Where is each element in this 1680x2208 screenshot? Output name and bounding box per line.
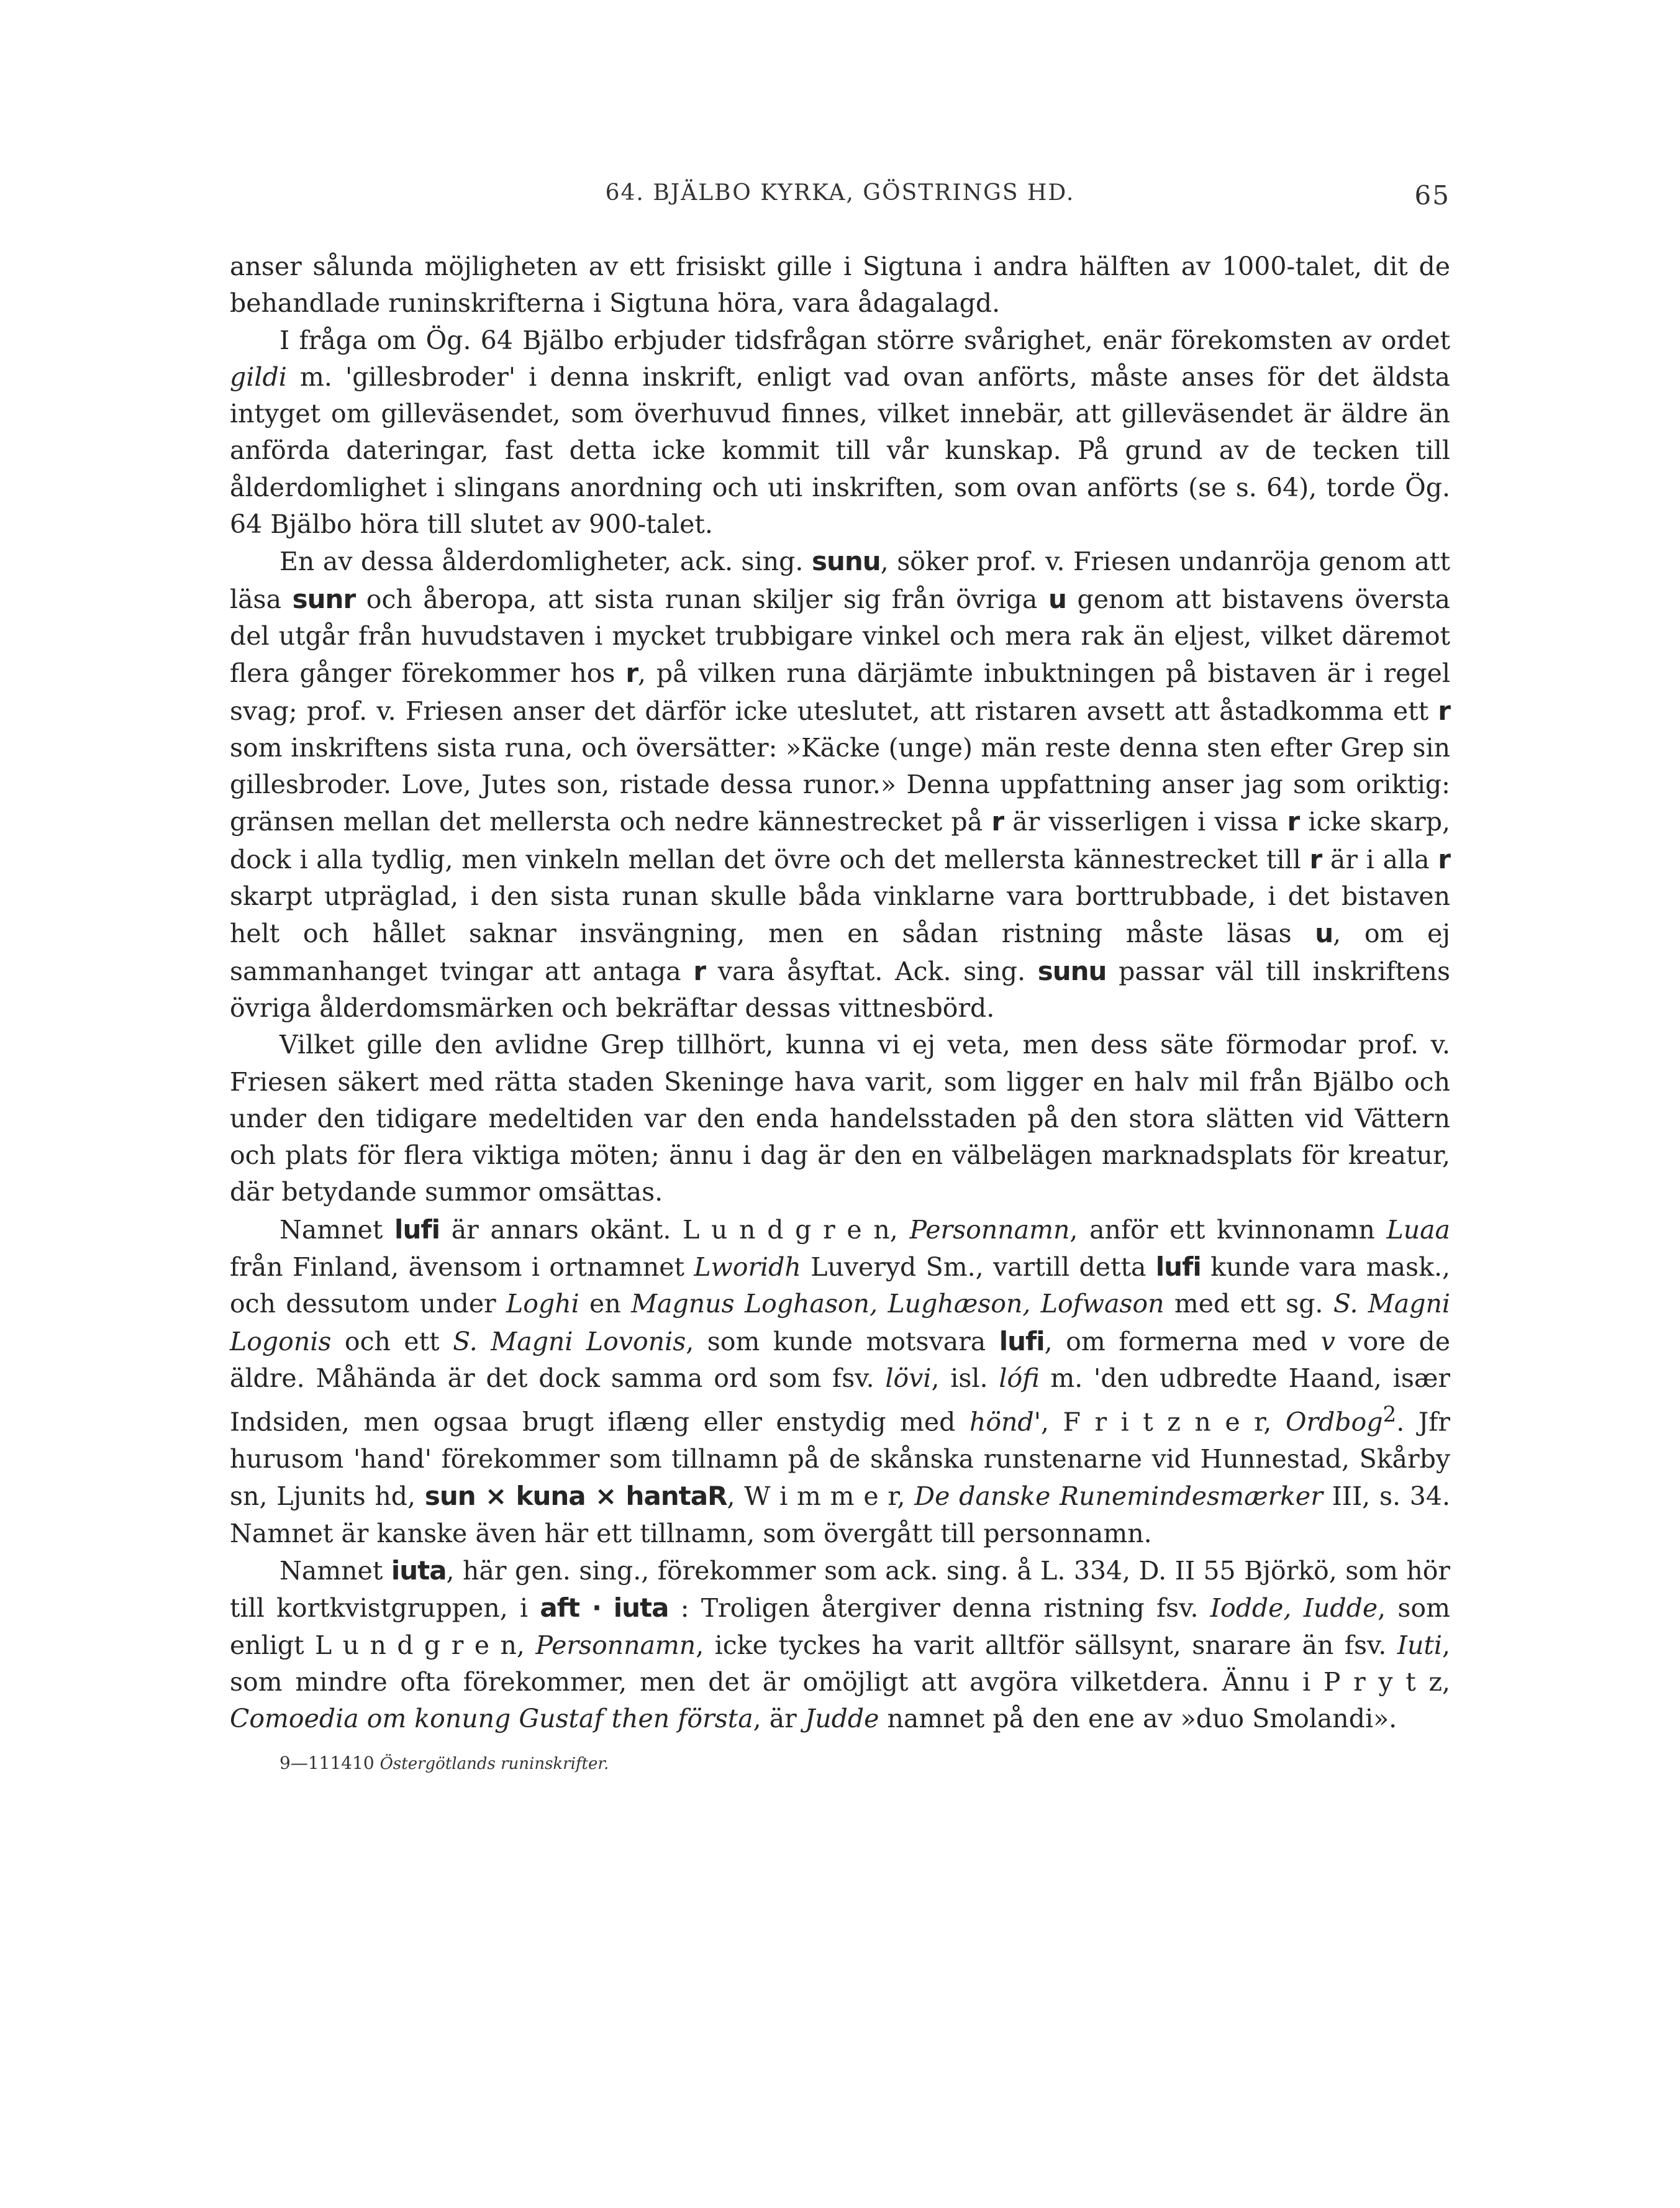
running-header xyxy=(230,180,1450,217)
document-page xyxy=(230,180,1450,1773)
running-title: 64. BJÄLBO KYRKA, GÖSTRINGS HD. xyxy=(605,180,1075,206)
paragraph: I fråga om Ög. 64 Bjälbo erbjuder tidsfrågan större svårighet, enär förekomsten av ordet gildi m. 'gillesbroder' i denna inskrift, enligt vad ovan anförts, måste anses för det äldsta intyget om gilleväsendet, som överhuvud finnes, vilket innebär, att gilleväsendet är äldre än anförda dateringar, fast detta icke kommit till vår kunskap. På grund av de tecken till ålderdomlighet i slingans anordning och uti inskriften, som ovan anförts (se s. 64), torde Ög. 64 Bjälbo höra till slutet av 900-talet. xyxy=(230,325,1450,540)
signature-footer xyxy=(230,1753,1450,1773)
paragraph: En av dessa ålderdomligheter, ack. sing. sunu, söker prof. v. Friesen undanröja genom att läsa sunr och åberopa, att sista runan skiljer sig från övriga u genom att bistavens översta del utgår från huvudstaven i mycket trubbigare vinkel och mera rak än eljest, vilket däremot flera gånger förekommer hos r, på vilken runa därjämte inbuktningen på bistaven är i regel svag; prof. v. Friesen anser det därför icke uteslutet, att ristaren avsett att åstadkomma ett r som inskriftens sista runa, och översätter: »Käcke (unge) män reste denna sten efter Grep sin gillesbroder. Love, Jutes son, ristade dessa runor.» Denna uppfattning anser jag som oriktig: gränsen mellan det mellersta och nedre kännestrecket på r är visserligen i vissa r icke skarp, dock i alla tydlig, men vinkeln mellan det övre och det mellersta kännestrecket till r är i alla r skarpt utpräglad, i den sista runan skulle båda vinklarne vara borttrubbade, i det bistaven helt och hållet saknar insvängning, men en sådan ristning måste läsas u, om ej sammanhanget tvingar att antaga r vara åsyftat. Ack. sing. sunu passar väl till inskriftens övriga ålderdomsmärken och bekräftar dessas vittnesbörd. xyxy=(230,546,1451,1023)
paragraph: Namnet iuta, här gen. sing., förekommer som ack. sing. å L. 334, D. II 55 Björkö, som hör till kortkvistgruppen, i aft · iuta : Troligen återgiver denna ristning fsv. Iodde, Iudde, som enligt L u n d g r e n, Personnamn, icke tyckes ha varit alltför sällsynt, snarare än fsv. Iuti, som mindre ofta förekommer, men det är omöjligt att avgöra vilketdera. Ännu i P r y t z, Comoedia om konung Gustaf then första, är Judde namnet på den ene av »duo Smolandi». xyxy=(230,1555,1451,1734)
body-text xyxy=(230,248,1450,1738)
paragraph: Namnet lufi är annars okänt. L u n d g r e n, Personnamn, anför ett kvinnonamn Luaa från Finland, ävensom i ortnamnet Lworidh Luveryd Sm., vartill detta lufi kunde vara mask., och dessutom under Loghi en Magnus Loghason, Lughæson, Lofwason med ett sg. S. Magni Logonis och ett S. Magni Lovonis, som kunde motsvara lufi, om formerna med v vore de äldre. Måhända är det dock samma ord som fsv. lövi, isl. lófi m. 'den udbredte Haand, især Indsiden, men ogsaa brugt iflæng eller enstydig med hönd', F r i t z n e r, Ordbog$^2$. Jfr hurusom 'hand' förekommer som tillnamn på de skånska runstenarne vid Hunnestad, Skårby sn, Ljunits hd, sun × kuna × hantaR, W i m m e r, De danske Runemindesmærker III, s. 34. Namnet är kanske även här ett tillnamn, som övergått till personnamn. xyxy=(230,1214,1451,1548)
signature-number: 9—111410 xyxy=(279,1752,375,1773)
page-number: 65 xyxy=(1414,180,1450,211)
signature-title: Östergötlands runinskrifter. xyxy=(379,1754,609,1773)
paragraph: anser sålunda möjligheten av ett frisiskt gille i Sigtuna i andra hälften av 1000-talet, dit de behandlade runinskrifterna i Sigtuna höra, vara ådagalagd. xyxy=(230,252,1450,319)
paragraph: Vilket gille den avlidne Grep tillhört, kunna vi ej veta, men dess säte förmodar prof. v. Friesen säkert med rätta staden Skeninge hava varit, som ligger en halv mil från Bjälbo och under den tidigare medeltiden var den enda handelsstaden på den stora slätten vid Vättern och plats för flera viktiga möten; ännu i dag är den en välbelägen marknadsplats för kreatur, där betydande summor omsättas. xyxy=(230,1030,1450,1207)
